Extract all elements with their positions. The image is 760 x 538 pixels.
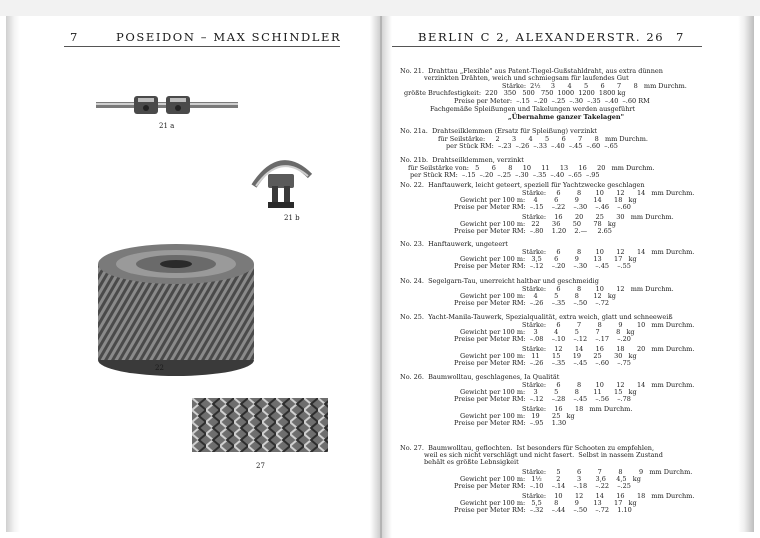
price-list-line: Stärke: 6 8 10 12 14 mm Durchm.: [522, 381, 695, 389]
price-list-line: No. 27. Baumwolltau, geflochten. Ist besonders für Schooten zu empfehlen,: [400, 444, 655, 452]
price-list-line: Gewicht per 100 m: 11 15 19 25 30 kg: [460, 352, 637, 360]
price-list-line: Gewicht per 100 m: 3,5 6 9 13 17 kg: [460, 255, 637, 263]
price-list-line: behält es größte Lebnsigkeit: [424, 458, 519, 466]
price-list-line: Preise per Meter RM: –.10 –.14 –.18 –.22 –.25: [454, 482, 631, 490]
price-list-line: No. 25. Yacht-Manila-Tauwerk, Spezialqualität, extra weich, glatt und schneeweiß: [400, 313, 673, 321]
price-list-line: Preise per Meter RM: –.15 –.22 –.30 –.46 –.60: [454, 203, 631, 211]
price-list-line: Gewicht per 100 m: 4 5 8 12 kg: [460, 292, 616, 300]
price-list-line: No. 21b. Drahtseilklemmen, verzinkt: [400, 156, 524, 164]
figure-label-27: 27: [256, 462, 265, 470]
figure-label-22: 22: [155, 364, 164, 372]
price-list-line: Gewicht per 100 m: 3 4 5 7 8 kg: [460, 328, 635, 336]
wire-clamp-21a-illustration: [96, 90, 238, 124]
price-list-line: Gewicht per 100 m: 5,5 8 9 13 17 kg: [460, 499, 637, 507]
right-page-title: BERLIN C 2, ALEXANDERSTR. 26: [418, 30, 665, 44]
braided-rope-27-illustration: [192, 398, 328, 452]
price-list-line: größte Bruchfestigkeit: 220 350 500 750 1000 1200 1800 kg: [404, 89, 626, 97]
spiral-binding: [0, 0, 760, 16]
price-list-line: Preise per Meter RM: –.32 –.44 –.50 –.72 1.10: [454, 506, 632, 514]
price-list-line: Gewicht per 100 m: 22 36 50 78 kg: [460, 220, 616, 228]
price-list-line: Stärke: 5 6 7 8 9 mm Durchm.: [522, 468, 693, 476]
price-list-line: Stärke: 6 7 8 9 10 mm Durchm.: [522, 321, 695, 329]
price-list-line: Preise per Meter RM: –.95 1.30: [454, 419, 567, 427]
price-list-line: für Seilstärke von: 5 6 8 10 11 13 16 20 mm Durchm.: [408, 164, 655, 172]
price-list-line: Stärke: 16 18 mm Durchm.: [522, 405, 633, 413]
price-list-line: Preise per Meter: –.15 –.20 –.25 –.30 –.35 –.40 –.60 RM: [454, 97, 650, 105]
page-edge-left: [6, 16, 20, 532]
price-list-line: per Stück RM: –.23 –.26 –.33 –.40 –.45 –.60 –.65: [446, 142, 618, 150]
wire-clamp-21b-illustration: [250, 146, 314, 218]
price-list-line: Gewicht per 100 m: 19 25 kg: [460, 412, 575, 420]
price-list-line: No. 21a. Drahtseilklemmen (Ersatz für Spleißung) verzinkt: [400, 127, 598, 135]
right-page: [392, 16, 732, 536]
figure-label-21b: 21 b: [284, 214, 300, 222]
price-list-line: Stärke: 16 20 25 30 mm Durchm.: [522, 213, 674, 221]
left-header-rule: [64, 46, 340, 47]
price-list-line: Preise per Meter RM: –.08 –.10 –.12 –.17 –.20: [454, 335, 631, 343]
price-list-line: Gewicht per 100 m: 1½ 2 3 3,6 4,5 kg: [460, 475, 641, 483]
price-list-line: Stärke: 10 12 14 16 18 mm Durchm.: [522, 492, 695, 500]
page-edge-right: [738, 16, 754, 532]
left-page: [22, 16, 370, 536]
price-list-line: No. 23. Hanftauwerk, ungeteert: [400, 240, 508, 248]
price-list-line: verzinkten Drähten, weich und schmiegsam für laufendes Gut: [424, 74, 629, 82]
price-list-line: Stärke: 6 8 10 12 mm Durchm.: [522, 285, 674, 293]
rope-coil-22-illustration: [96, 242, 256, 378]
book-gutter: [370, 16, 392, 538]
price-list-line: No. 21. Drahttau „Flexible" aus Patent-Tiegel-Gußstahldraht, aus extra dünnen: [400, 67, 663, 75]
price-list-line: Gewicht per 100 m: 3 5 8 11 15 kg: [460, 388, 637, 396]
figure-label-21a: 21 a: [159, 122, 175, 130]
price-list-line: weil es sich nicht verschlägt und nicht fasert. Selbst in nassem Zustand: [424, 451, 663, 459]
price-list-line: No. 26. Baumwolltau, geschlagenes, Ia Qualität: [400, 373, 560, 381]
price-list-line: für Seilstärke: 2 3 4 5 6 7 8 mm Durchm.: [438, 135, 648, 143]
left-page-title: POSEIDON – MAX SCHINDLER: [116, 30, 342, 44]
left-page-number: 7: [70, 30, 79, 44]
price-list-line: Preise per Meter RM: –.80 1.20 2.— 2.65: [454, 227, 612, 235]
price-list-line: Stärke: 6 8 10 12 14 mm Durchm.: [522, 189, 695, 197]
price-list-line: Gewicht per 100 m: 4 6 9 14 18 kg: [460, 196, 637, 204]
price-list-line: Preise per Meter RM: –.26 –.35 –.45 –.60 –.75: [454, 359, 631, 367]
price-list-line: „Übernahme ganzer Takelagen": [508, 113, 624, 121]
price-list-line: Preise per Meter RM: –.26 –.35 –.50 –.72: [454, 299, 609, 307]
price-list-line: Preise per Meter RM: –.12 –.28 –.45 –.56 –.78: [454, 395, 631, 403]
price-list-line: Fachgemäße Spleißungen und Takelungen werden ausgeführt: [430, 105, 636, 113]
price-list-line: Preise per Meter RM: –.12 –.20 –.30 –.45 –.55: [454, 262, 631, 270]
price-list-line: No. 24. Segelgarn-Tau, unerreicht haltbar und geschmeidig: [400, 277, 599, 285]
price-list-line: per Stück RM: –.15 –.20 –.25 –.30 –.35 –.40 –.65 –.95: [410, 171, 600, 179]
price-list-line: Stärke: 6 8 10 12 14 mm Durchm.: [522, 248, 695, 256]
price-list-line: Stärke: 12 14 16 18 20 mm Durchm.: [522, 345, 695, 353]
price-list-line: No. 22. Hanftauwerk, leicht geteert, speziell für Yachtzwecke geschlagen: [400, 181, 645, 189]
right-header-rule: [392, 46, 702, 47]
right-page-number: 7: [676, 30, 685, 44]
price-list-line: Stärke: 2½ 3 4 5 6 7 8 mm Durchm.: [502, 82, 687, 90]
